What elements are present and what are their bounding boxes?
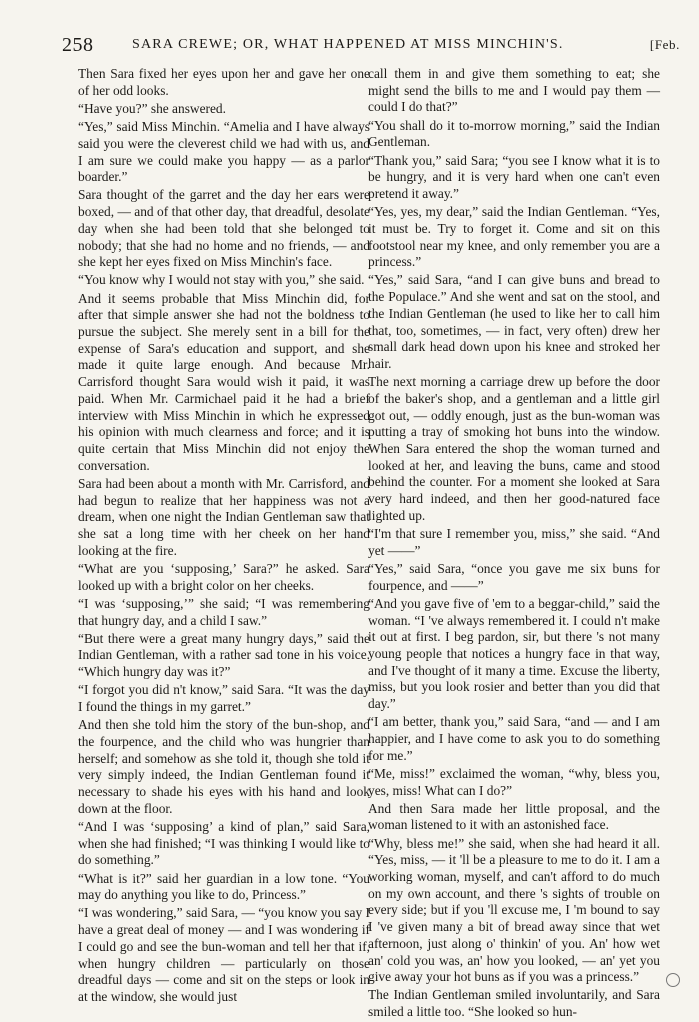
paragraph: “Me, miss!” exclaimed the woman, “why, bless you, yes, miss! What can I do?” bbox=[368, 765, 660, 798]
paragraph: “Why, bless me!” she said, when she had heard it all. “Yes, miss, — it 'll be a pleasure to me to do it. I am a working woman, myself, and can't afford to do much on my own account, and there 's sights of trouble on every side; but if you 'll excuse me, I 'm bound to say I 've given many a bit of bread away since that wet afternoon, just along o' thinkin' of you. An' how wet an' cold you was, an' how you looked, — an' yet you give away your hot buns as if you was a princess.” bbox=[368, 835, 660, 985]
paragraph: “I forgot you did n't know,” said Sara. “It was the day I found the things in my garret.” bbox=[78, 682, 370, 715]
paragraph: “Yes,” said Miss Minchin. “Amelia and I have always said you were the cleverest child we had with us, and I am sure we could make you happy — as a parlor boarder.” bbox=[78, 119, 370, 185]
corner-mark-icon bbox=[665, 972, 681, 988]
paragraph: “I was wondering,” said Sara, — “you know you say I have a great deal of money — and I was wondering if I could go and see the bun-woman and tell her that if, when hungry children — particularly on those dreadful days — come and sit on the steps or look in at the window, she would just bbox=[78, 905, 370, 1004]
paragraph: “I am better, thank you,” said Sara, “and — and I am happier, and I have come to ask you to do something for me.” bbox=[368, 714, 660, 763]
page-number: 258 bbox=[62, 34, 94, 56]
issue-month: [Feb. bbox=[649, 37, 680, 52]
paragraph: “I was ‘supposing,’” she said; “I was remembering that hungry day, and a child I saw.” bbox=[78, 595, 370, 628]
paragraph: “And I was ‘supposing’ a kind of plan,” said Sara, when she had finished; “I was thinking I would like to do something.” bbox=[78, 818, 370, 868]
paragraph: Then Sara fixed her eyes upon her and gave her one of her odd looks. bbox=[78, 66, 370, 98]
paragraph: “Yes, yes, my dear,” said the Indian Gentleman. “Yes, it must be. Try to forget it. Come and sit on this footstool near my knee, and only remember you are a princess.” bbox=[368, 204, 660, 270]
paragraph: “Yes,” said Sara, “once you gave me six buns for fourpence, and ——” bbox=[368, 560, 660, 593]
paragraph: The next morning a carriage drew up before the door of the baker's shop, and a gentleman and a little girl got out, — oddly enough, just as the bun-woman was putting a tray of smoking hot buns into the window. When Sara entered the shop the woman turned and looked at her, and leaving the buns, came and stood behind the counter. For a moment she looked at Sara very hard indeed, and then her good-natured face lighted up. bbox=[368, 374, 660, 523]
paragraph: call them in and give them something to eat; she might send the bills to me and I would pay them — could I do that?” bbox=[368, 66, 660, 115]
paragraph: “But there were a great many hungry days,” said the Indian Gentleman, with a rather sad tone in his voice. “Which hungry day was it?” bbox=[78, 630, 370, 680]
paragraph: “What are you ‘supposing,’ Sara?” he asked. Sara looked up with a bright color on her cheeks. bbox=[78, 560, 370, 593]
running-title: SARA CREWE; OR, WHAT HAPPENED AT MISS MINCHIN'S. bbox=[132, 37, 564, 52]
paragraph: The Indian Gentleman smiled involuntarily, and Sara smiled a little too. “She looked so hun- bbox=[368, 987, 660, 1020]
left-column bbox=[78, 66, 370, 1007]
paragraph: “What is it?” said her guardian in a low tone. “You may do anything you like to do, Princess.” bbox=[78, 870, 370, 903]
paragraph: “Have you?” she answered. bbox=[78, 100, 226, 116]
paragraph: And then she told him the story of the bun-shop, and the fourpence, and the child who was hungrier than herself; and somehow as she told it, though she told it very simply indeed, the Indian Gentleman found it necessary to shade his eyes with his hand and look down at the floor. bbox=[78, 717, 370, 816]
paragraph: “Thank you,” said Sara; “you see I know what it is to be hungry, and it is very hard when one can't even pretend it away.” bbox=[368, 152, 660, 201]
right-column bbox=[368, 66, 660, 1022]
paragraph: And it seems probable that Miss Minchin did, for after that simple answer she had not the boldness to pursue the subject. She merely sent in a bill for the expense of Sara's education and support, and she made it quite large enough. And because Mr. Carrisford thought Sara would wish it paid, it was paid. When Mr. Carmichael paid it he had a brief interview with Miss Minchin in which he expressed his opinion with much clearness and force; and it is quite certain that Miss Minchin did not enjoy the conversation. bbox=[78, 290, 370, 473]
paragraph: Sara had been about a month with Mr. Carrisford, and had begun to realize that her happiness was not a dream, when one night the Indian Gentleman saw that she sat a long time with her cheek on her hand looking at the fire. bbox=[78, 475, 370, 558]
page-header bbox=[62, 34, 680, 58]
paragraph: “You shall do it to-morrow morning,” said the Indian Gentleman. bbox=[368, 117, 660, 150]
paragraph: “You know why I would not stay with you,” she said. bbox=[78, 272, 365, 288]
paragraph: And then Sara made her little proposal, and the woman listened to it with an astonished face. bbox=[368, 800, 660, 833]
paragraph: “I'm that sure I remember you, miss,” she said. “And yet ——” bbox=[368, 525, 660, 558]
paragraph: “And you gave five of 'em to a beggar-child,” said the woman. “I 've always remembered it. I could n't make it out at first. I beg pardon, sir, but there 's not many young people that notices a hungry face in that way, and I've thought of it many a time. Excuse the liberty, miss, but you look rosier and better than you did that day.” bbox=[368, 595, 660, 712]
paragraph: Sara thought of the garret and the day her ears were boxed, — and of that other day, that dreadful, desolate day when she had been told that she belonged to nobody; that she had no home and no friends, — and she kept her eyes fixed on Miss Minchin's face. bbox=[78, 187, 370, 270]
paragraph: “Yes,” said Sara, “and I can give buns and bread to the Populace.” And she went and sat on the stool, and the Indian Gentleman (he used to like her to call him that, too, sometimes, — in fact, very often) drew her small dark head down upon his knee and stroked her hair. bbox=[368, 272, 660, 371]
